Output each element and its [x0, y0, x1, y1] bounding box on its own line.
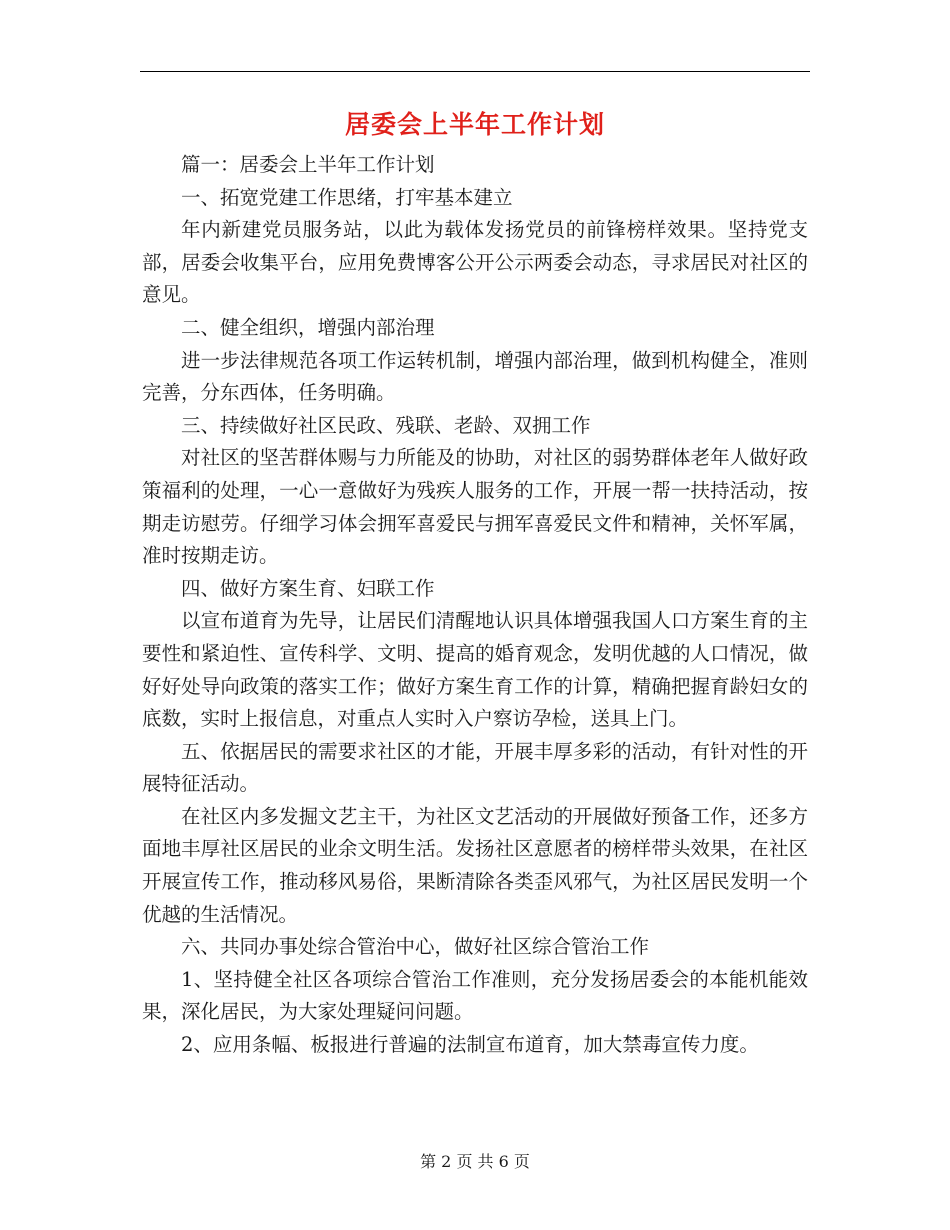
paragraph-heading-3: 三、持续做好社区民政、残联、老龄、双拥工作 [181, 413, 591, 437]
document-title: 居委会上半年工作计划 [344, 110, 605, 139]
paragraph-heading-6: 六、共同办事处综合管治中心，做好社区综合管治工作 [181, 935, 650, 959]
paragraph-body-3: 对社区的坚苦群体赐与力所能及的协助，对社区的弱势群体老年人做好政策福利的处理，一心一意做好为残疾人服务的工作，开展一帮一扶持活动，按期走访慰劳。仔细学习体会拥军喜爱民与拥军喜爱民文件和精神，关怀军属，准时按期走访。 [142, 446, 808, 568]
paragraph-section-heading: 篇一：居委会上半年工作计划 [181, 153, 435, 176]
paragraph-heading-4: 四、做好方案生育、妇联工作 [181, 576, 435, 600]
paragraph-body-4: 以宣布道育为先导，让居民们清醒地认识具体增强我国人口方案生育的主要性和紧迫性、宣传科学、文明、提高的婚育观念，发明优越的人口情况，做好好处导向政策的落实工作；做好方案生育工作的计算，精确把握育龄妇女的底数，实时上报信息，对重点人实时入户察访孕检，送具上门。 [142, 609, 808, 731]
page-number: 第 2 页 共 6 页 [420, 1152, 530, 1171]
paragraph-item-1: 1、坚持健全社区各项综合管治工作准则，充分发扬居委会的本能机能效果，深化居民，为大家处理疑问问题。 [142, 967, 808, 1024]
paragraph-heading-5: 五、依据居民的需要求社区的才能，开展丰厚多彩的活动，有针对性的开展特征活动。 [142, 739, 808, 796]
paragraph-body-5: 在社区内多发掘文艺主干，为社区文艺活动的开展做好预备工作，还多方面地丰厚社区居民的业余文明生活。发扬社区意愿者的榜样带头效果，在社区开展宣传工作，推动移风易俗，果断清除各类歪风邪气，为社区居民发明一个优越的生活情况。 [142, 804, 808, 926]
paragraph-body-1: 年内新建党员服务站，以此为载体发扬党员的前锋榜样效果。坚持党支部，居委会收集平台，应用免费博客公开公示两委会动态，寻求居民对社区的意见。 [142, 218, 808, 307]
document-body [142, 149, 808, 1062]
paragraph-item-2: 2、应用条幅、板报进行普遍的法制宣布道育，加大禁毒宣传力度。 [181, 1033, 759, 1057]
paragraph-heading-1: 一、拓宽党建工作思绪，打牢基本建立 [181, 185, 513, 209]
paragraph-body-2: 进一步法律规范各项工作运转机制，增强内部治理，做到机构健全，准则完善，分东西体，任务明确。 [142, 348, 808, 405]
header-rule [140, 71, 810, 72]
paragraph-heading-2: 二、健全组织，增强内部治理 [181, 315, 435, 339]
